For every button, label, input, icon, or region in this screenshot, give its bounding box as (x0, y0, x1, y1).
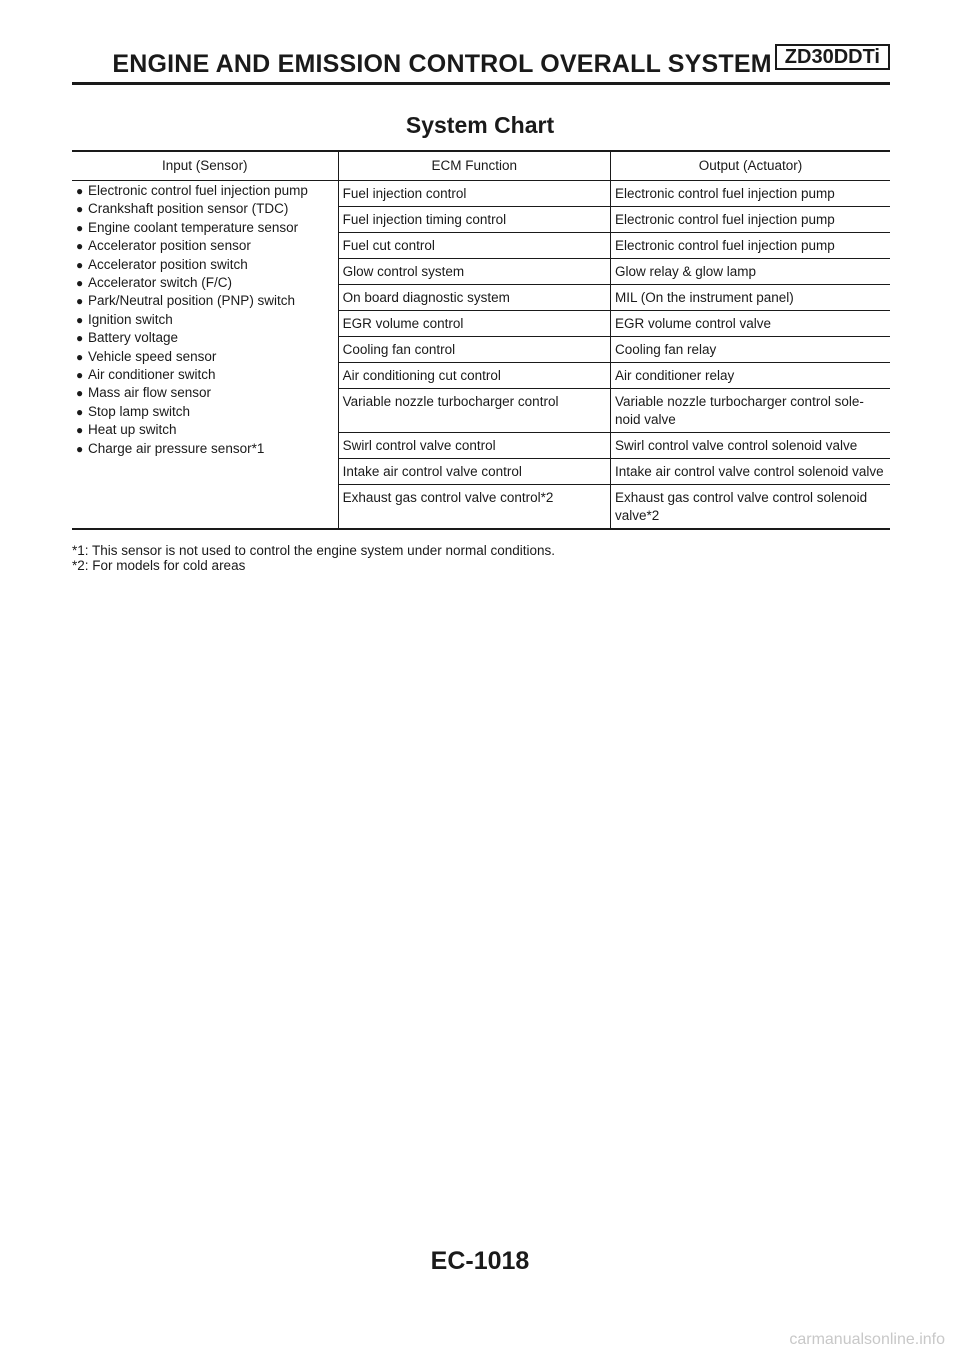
footnote-1: *1: This sensor is not used to control the engine system under normal conditions. (72, 543, 556, 558)
output-actuator-cell: Intake air control valve control solenoid valve (610, 459, 890, 485)
ecm-function-cell: EGR volume control (338, 311, 610, 337)
list-item (76, 292, 334, 310)
page-header (72, 46, 890, 78)
output-actuator-cell: Swirl control valve control solenoid valve (610, 433, 890, 459)
list-item (76, 311, 334, 329)
bullet-icon: ● (76, 294, 84, 309)
bullet-icon: ● (76, 349, 84, 364)
list-item (76, 200, 334, 218)
sensor-name: Vehicle speed sensor (88, 348, 217, 364)
output-actuator-cell: Variable nozzle turbocharger control sole-noid valve (610, 389, 890, 433)
sensor-name: Heat up switch (88, 422, 177, 438)
sensor-name: Electronic control fuel injection pump (88, 183, 308, 198)
bullet-icon: ● (76, 331, 84, 346)
output-actuator-cell: Cooling fan relay (610, 337, 890, 363)
list-item (76, 256, 334, 274)
ecm-function-cell: Cooling fan control (338, 337, 610, 363)
sensor-name: Crankshaft position sensor (TDC) (88, 201, 289, 217)
bullet-icon: ● (76, 184, 84, 198)
sensor-name: Ignition switch (88, 311, 173, 327)
sensor-name: Accelerator switch (F/C) (88, 275, 233, 291)
column-header-input: Input (Sensor) (72, 151, 338, 181)
ecm-function-cell: Swirl control valve control (338, 433, 610, 459)
output-actuator-cell: Electronic control fuel injection pump (610, 207, 890, 233)
sensor-name: Stop lamp switch (88, 403, 191, 419)
table-row (72, 181, 890, 207)
bullet-icon: ● (76, 423, 84, 438)
ecm-function-cell: Fuel injection timing control (338, 207, 610, 233)
header-title: ENGINE AND EMISSION CONTROL OVERALL SYSTEM (112, 50, 772, 78)
ecm-function-cell: Variable nozzle turbocharger control (338, 389, 610, 433)
bullet-icon: ● (76, 202, 84, 217)
bullet-icon: ● (76, 276, 84, 291)
list-item (76, 403, 334, 421)
input-sensor-list-cell (72, 181, 338, 530)
ecm-function-cell: On board diagnostic system (338, 285, 610, 311)
output-actuator-cell: Electronic control fuel injection pump (610, 233, 890, 259)
ecm-function-cell: Fuel injection control (338, 181, 610, 207)
bullet-icon: ● (76, 441, 84, 456)
input-sensor-list (76, 182, 334, 458)
bullet-icon: ● (76, 404, 84, 419)
page-number: EC-1018 (430, 1247, 530, 1275)
list-item (76, 440, 334, 458)
sensor-name: Mass air flow sensor (88, 385, 212, 401)
bullet-icon: ● (76, 220, 84, 235)
sensor-name: Engine coolant temperature sensor (88, 219, 299, 235)
bullet-icon: ● (76, 239, 84, 254)
ecm-function-cell: Air conditioning cut control (338, 363, 610, 389)
footnotes (72, 543, 890, 573)
bullet-icon: ● (76, 386, 84, 401)
sensor-name: Battery voltage (88, 330, 179, 346)
list-item (76, 182, 334, 200)
sensor-name: Accelerator position switch (88, 256, 248, 272)
sensor-name: Park/Neutral position (PNP) switch (88, 293, 296, 309)
output-actuator-cell: MIL (On the instrument panel) (610, 285, 890, 311)
list-item (76, 274, 334, 292)
watermark: carmanualsonline.info (789, 1331, 945, 1348)
column-header-output: Output (Actuator) (610, 151, 890, 181)
output-actuator-cell: EGR volume control valve (610, 311, 890, 337)
engine-code-badge: ZD30DDTi (775, 44, 890, 70)
ecm-function-cell: Fuel cut control (338, 233, 610, 259)
section-title: System Chart (405, 112, 555, 138)
sensor-name: Accelerator position sensor (88, 238, 251, 254)
footnote-2: *2: For models for cold areas (72, 558, 246, 573)
column-header-function: ECM Function (338, 151, 610, 181)
list-item (76, 219, 334, 237)
output-actuator-cell: Exhaust gas control valve control solenoid valve*2 (610, 485, 890, 530)
list-item (76, 329, 334, 347)
list-item (76, 237, 334, 255)
header-rule (72, 82, 890, 85)
bullet-icon: ● (76, 257, 84, 272)
table-body (72, 181, 890, 530)
list-item (76, 384, 334, 402)
bullet-icon: ● (76, 312, 84, 327)
table-header-row (72, 151, 890, 181)
sensor-name: Charge air pressure sensor*1 (88, 440, 265, 456)
sensor-name: Air conditioner switch (88, 367, 216, 383)
ecm-function-cell: Exhaust gas control valve control*2 (338, 485, 610, 530)
list-item (76, 421, 334, 439)
list-item (76, 366, 334, 384)
output-actuator-cell: Air conditioner relay (610, 363, 890, 389)
list-item (76, 348, 334, 366)
output-actuator-cell: Glow relay & glow lamp (610, 259, 890, 285)
ecm-function-cell: Glow control system (338, 259, 610, 285)
bullet-icon: ● (76, 368, 84, 383)
system-chart-table (72, 150, 890, 530)
output-actuator-cell: Electronic control fuel injection pump (610, 181, 890, 207)
ecm-function-cell: Intake air control valve control (338, 459, 610, 485)
